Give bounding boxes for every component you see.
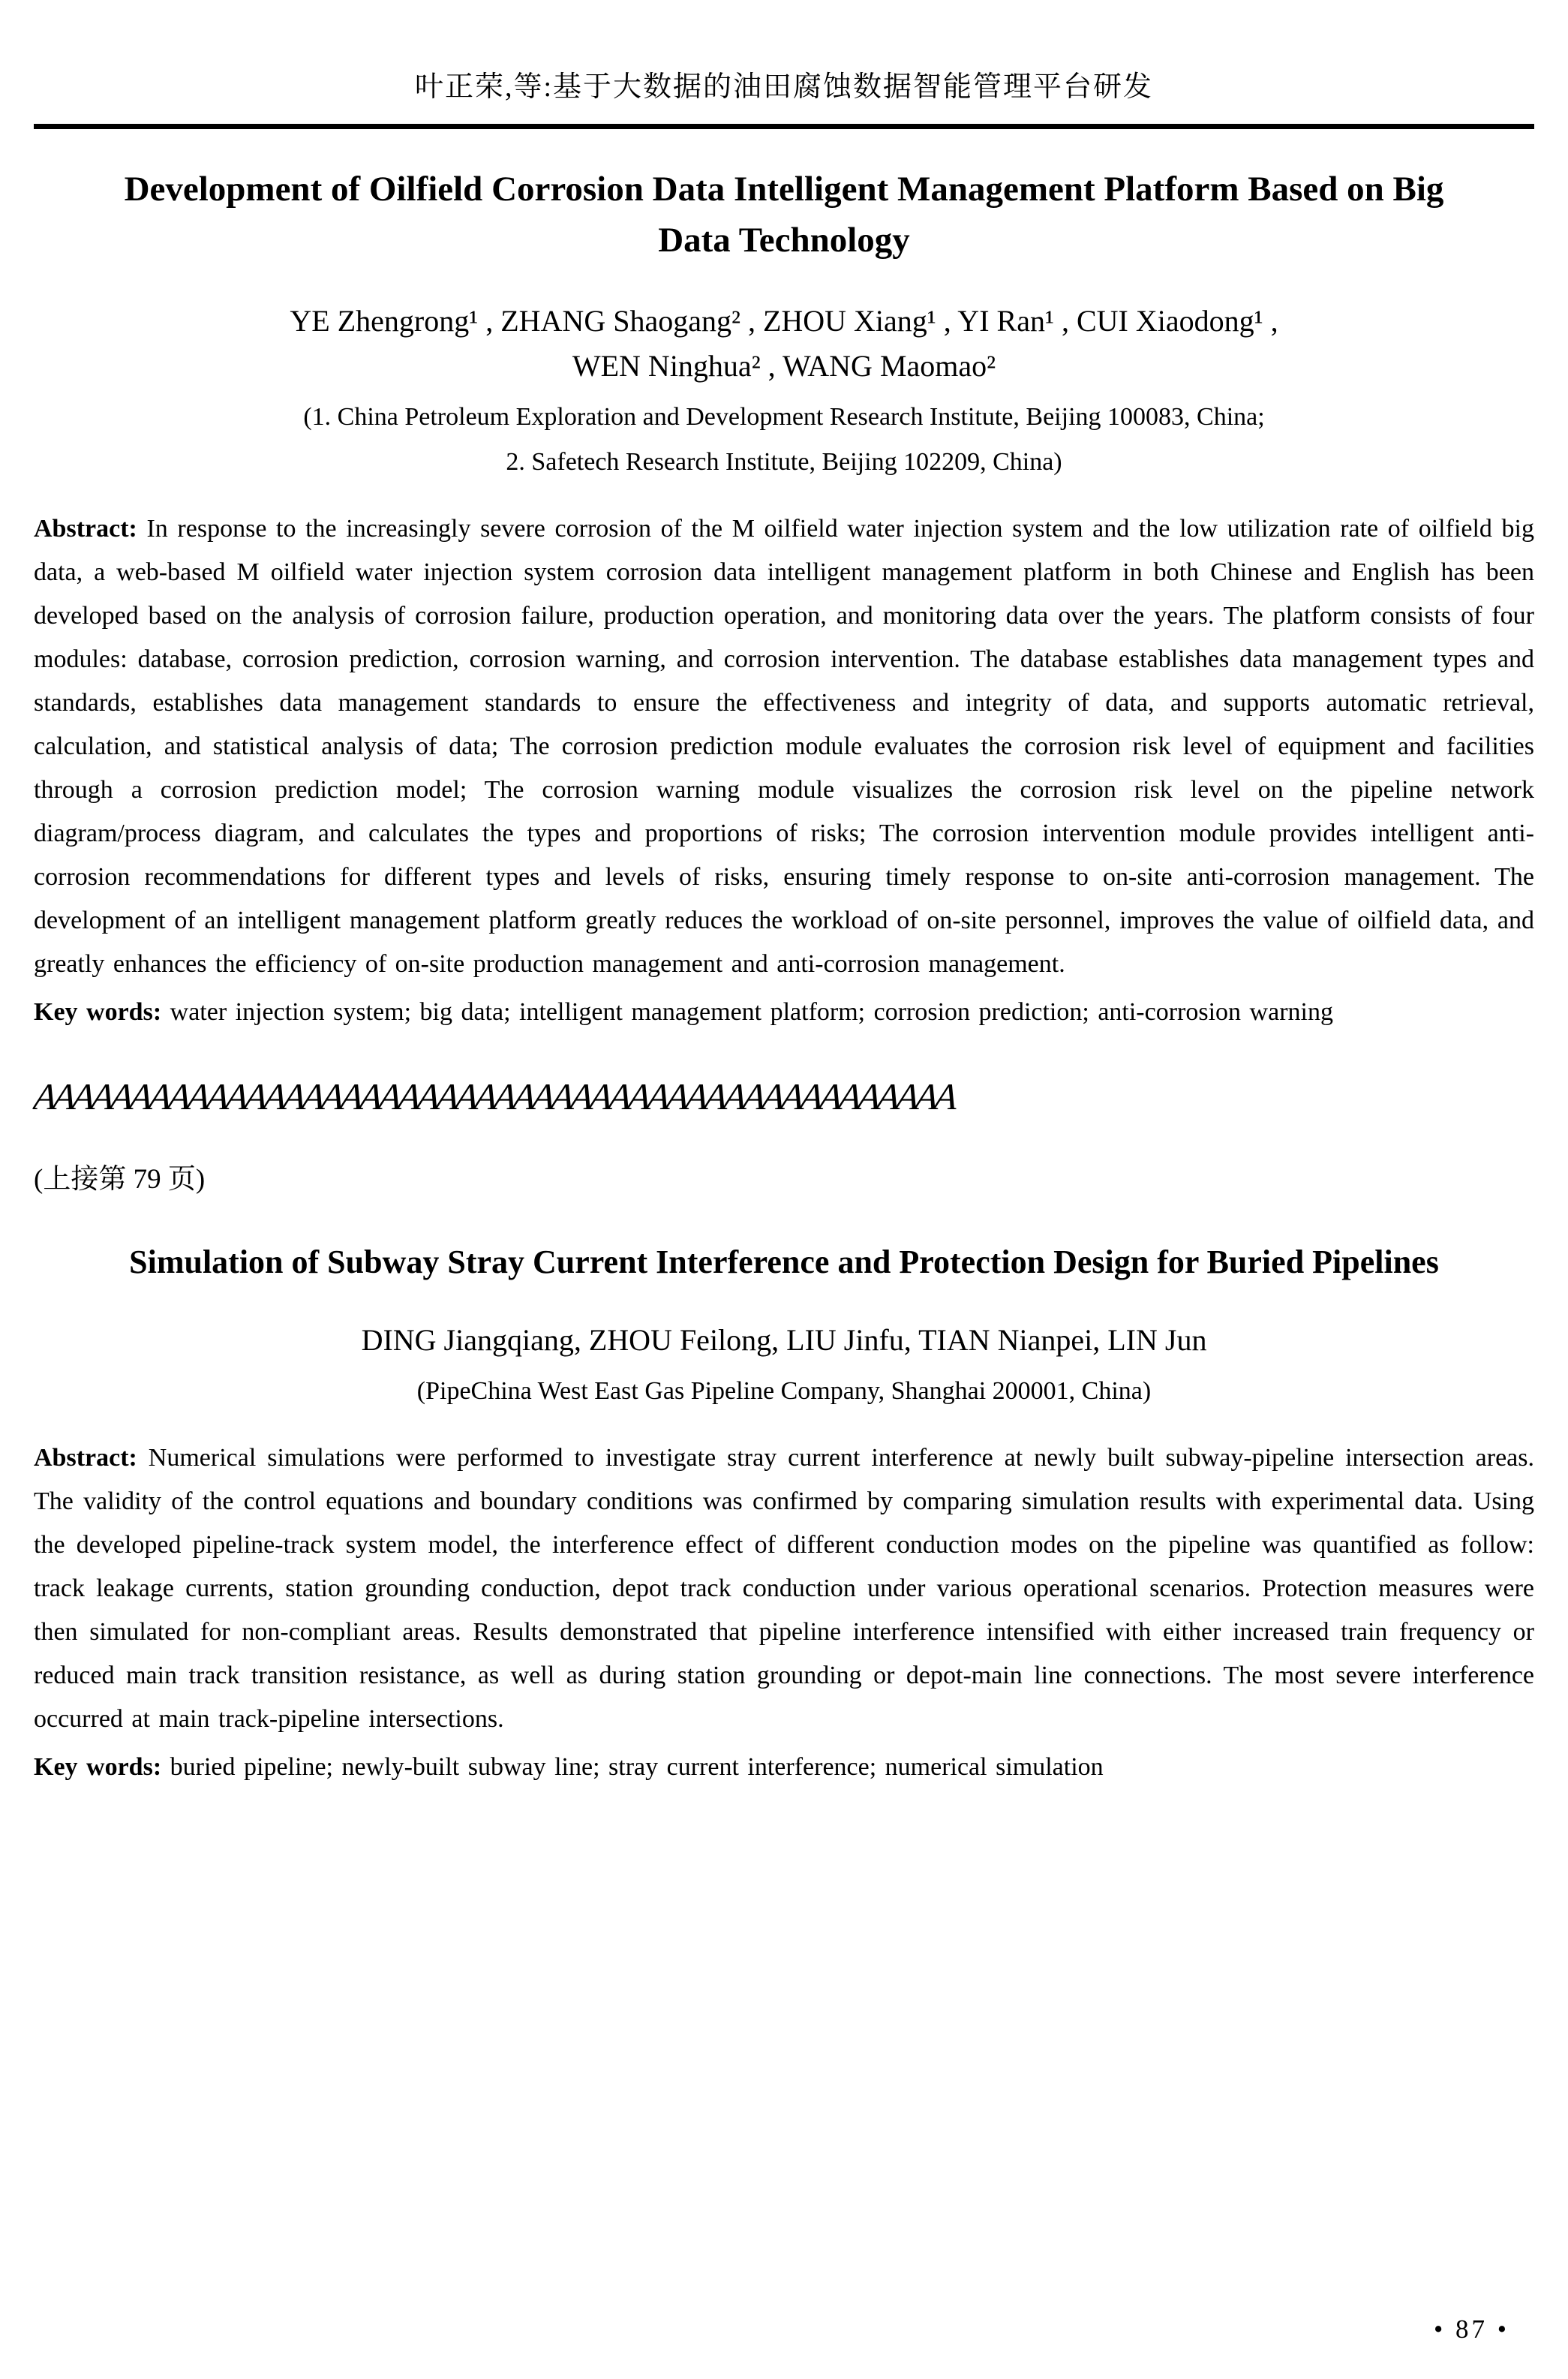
article1-keywords-text: water injection system; big data; intelligent management platform; corrosion prediction; anti-corrosion warning xyxy=(170,998,1333,1026)
article-2 xyxy=(0,1240,1568,1789)
article1-authors-line1: YE Zhengrong¹ , ZHANG Shaogang² , ZHOU Xiang¹ , YI Ran¹ , CUI Xiaodong¹ , xyxy=(290,304,1278,338)
continuation-note: (上接第 79 页) xyxy=(34,1164,206,1195)
article1-abstract-label: Abstract: xyxy=(34,515,147,543)
page-number: • 87 • xyxy=(1433,2314,1509,2344)
article2-authors-line1: DING Jiangqiang, ZHOU Feilong, LIU Jinfu, TIAN Nianpei, LIN Jun xyxy=(361,1323,1207,1357)
page-footer xyxy=(1434,2314,1509,2344)
article1-affiliation-2: 2. Safetech Research Institute, Beijing 102209, China) xyxy=(506,448,1062,476)
article1-abstract-text: In response to the increasingly severe corrosion of the M oilfield water injection system and the low utilization rate of oilfield big data, a web-based M oilfield water injection system corrosion data intelligent management platform in both Chinese and English has been developed based on the analysis of corrosion failure, production operation, and monitoring data over the years. The platform consists of four modules: database, corrosion prediction, corrosion warning, and corrosion intervention. The database establishes data management types and standards, establishes data management standards to ensure the effectiveness and integrity of data, and supports automatic retrieval, calculation, and statistical analysis of data; The corrosion prediction module evaluates the corrosion risk level of equipment and facilities through a corrosion prediction model; The corrosion warning module visualizes the corrosion risk level on the pipeline network diagram/process diagram, and calculates the types and proportions of risks; The corrosion intervention module provides intelligent anti-corrosion recommendations for different types and levels of risks, ensuring timely response to on-site anti-corrosion management. The development of an intelligent management platform greatly reduces the workload of on-site personnel, improves the value of oilfield data, and greatly enhances the efficiency of on-site production management and anti-corrosion management. xyxy=(34,515,1535,978)
article2-title: Simulation of Subway Stray Current Interference and Protection Design for Buried Pipelines xyxy=(129,1244,1439,1280)
wavy-separator: AAAAAAAAAAAAAAAAAAAAAAAAAAAAAAAAAAAAAAAAAAAAAAAA xyxy=(32,1075,957,1117)
article1-keywords xyxy=(34,991,1534,1034)
article2-keywords xyxy=(34,1746,1534,1789)
article1-abstract xyxy=(34,507,1534,986)
header-rule xyxy=(34,124,1534,129)
article2-abstract-text: Numerical simulations were performed to investigate stray current interference at newly built subway-pipeline intersection areas. The validity of the control equations and boundary conditions was confirmed by comparing simulation results with experimental data. Using the developed pipeline-track system model, the interference effect of different conduction modes on the pipeline was quantified as follow: track leakage currents, station grounding conduction, depot track conduction under various operational scenarios. Protection measures were then simulated for non-compliant areas. Results demonstrated that pipeline interference intensified with either increased train frequency or reduced main track transition resistance, as well as during station grounding or depot-main line connections. The most severe interference occurred at main track-pipeline intersections. xyxy=(34,1444,1534,1733)
article-1 xyxy=(0,164,1568,1034)
article1-keywords-label: Key words: xyxy=(34,998,170,1026)
article1-title: Development of Oilfield Corrosion Data Intelligent Management Platform Based on Big Data Technology xyxy=(124,170,1444,260)
article1-affiliation-1: (1. China Petroleum Exploration and Development Research Institute, Beijing 100083, China; xyxy=(303,403,1265,431)
article2-abstract xyxy=(34,1436,1534,1741)
article2-keywords-label: Key words: xyxy=(34,1753,170,1781)
article1-authors-line2: WEN Ninghua² , WANG Maomao² xyxy=(572,349,996,383)
article2-abstract-label: Abstract: xyxy=(34,1444,149,1472)
article2-keywords-text: buried pipeline; newly-built subway line; stray current interference; numerical simulation xyxy=(170,1753,1104,1781)
article2-affiliation-1: (PipeChina West East Gas Pipeline Company, Shanghai 200001, China) xyxy=(416,1377,1152,1405)
running-header-text: 叶正荣,等:基于大数据的油田腐蚀数据智能管理平台研发 xyxy=(414,71,1154,103)
